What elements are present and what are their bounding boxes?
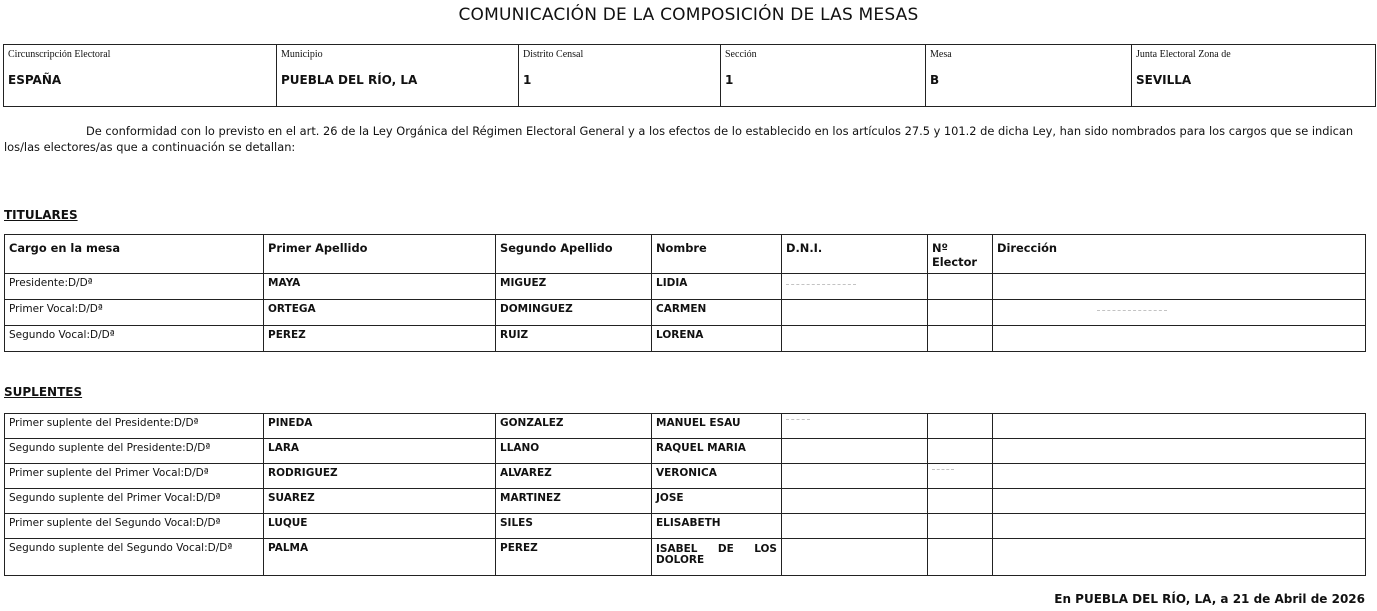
- elector-cell-redacted: [928, 414, 993, 439]
- segundo-apellido-cell: SILES: [496, 514, 652, 539]
- primer-apellido-cell: ORTEGA: [264, 300, 496, 326]
- cargo-cell: Primer suplente del Presidente:D/Dª: [5, 414, 264, 439]
- field-label: Junta Electoral Zona de: [1136, 49, 1231, 60]
- redaction-mark: [1097, 310, 1167, 311]
- cargo-cell: Segundo suplente del Segundo Vocal:D/Dª: [5, 539, 264, 576]
- redaction-mark: [932, 469, 954, 470]
- table-row: [5, 274, 1366, 300]
- dni-cell-redacted: [782, 439, 928, 464]
- col-header-nombre: Nombre: [652, 235, 782, 274]
- elector-cell-redacted: [928, 326, 993, 352]
- cargo-cell: Primer suplente del Segundo Vocal:D/Dª: [5, 514, 264, 539]
- field-label: Distrito Censal: [523, 49, 584, 60]
- direccion-cell-redacted: [993, 439, 1366, 464]
- header-field-distrito: [519, 45, 721, 107]
- dni-cell-redacted: [782, 274, 928, 300]
- elector-cell-redacted: [928, 514, 993, 539]
- cargo-cell: Segundo Vocal:D/Dª: [5, 326, 264, 352]
- field-label: Mesa: [930, 49, 952, 60]
- elector-cell-redacted: [928, 489, 993, 514]
- col-header-elector: Nº Elector: [928, 235, 993, 274]
- field-label: Circunscripción Electoral: [8, 49, 111, 60]
- segundo-apellido-cell: DOMINGUEZ: [496, 300, 652, 326]
- primer-apellido-cell: PALMA: [264, 539, 496, 576]
- table-row: [5, 326, 1366, 352]
- dni-cell-redacted: [782, 489, 928, 514]
- direccion-cell-redacted: [993, 514, 1366, 539]
- segundo-apellido-cell: MARTINEZ: [496, 489, 652, 514]
- segundo-apellido-cell: GONZALEZ: [496, 414, 652, 439]
- header-field-circunscripcion: [4, 45, 277, 107]
- dni-cell-redacted: [782, 300, 928, 326]
- elector-cell-redacted: [928, 274, 993, 300]
- header-field-junta: [1132, 45, 1376, 107]
- cargo-cell: Segundo suplente del Presidente:D/Dª: [5, 439, 264, 464]
- field-value: SEVILLA: [1136, 73, 1192, 87]
- table-row: [5, 489, 1366, 514]
- cargo-cell: Segundo suplente del Primer Vocal:D/Dª: [5, 489, 264, 514]
- segundo-apellido-cell: LLANO: [496, 439, 652, 464]
- elector-cell-redacted: [928, 300, 993, 326]
- nombre-cell: LORENA: [652, 326, 782, 352]
- header-field-mesa: [926, 45, 1132, 107]
- cargo-cell: Presidente:D/Dª: [5, 274, 264, 300]
- dni-cell-redacted: [782, 326, 928, 352]
- header-info-table: [3, 44, 1376, 107]
- nombre-cell: VERONICA: [652, 464, 782, 489]
- header-field-municipio: [277, 45, 519, 107]
- nombre-cell: ELISABETH: [652, 514, 782, 539]
- col-header-cargo: Cargo en la mesa: [5, 235, 264, 274]
- primer-apellido-cell: PINEDA: [264, 414, 496, 439]
- primer-apellido-cell: PEREZ: [264, 326, 496, 352]
- cargo-cell: Primer suplente del Primer Vocal:D/Dª: [5, 464, 264, 489]
- table-header-row: [5, 235, 1366, 274]
- redaction-mark: [786, 284, 856, 285]
- direccion-cell-redacted: [993, 464, 1366, 489]
- field-value: B: [930, 73, 940, 87]
- primer-apellido-cell: LARA: [264, 439, 496, 464]
- suplentes-heading: SUPLENTES: [4, 385, 83, 399]
- nombre-cell: LIDIA: [652, 274, 782, 300]
- suplentes-table: [4, 413, 1366, 576]
- place-date-footer: En PUEBLA DEL RÍO, LA, a 21 de Abril de 2026: [1054, 592, 1365, 606]
- table-row: [5, 514, 1366, 539]
- nombre-cell: RAQUEL MARIA: [652, 439, 782, 464]
- direccion-cell-redacted: [993, 489, 1366, 514]
- field-value: 1: [725, 73, 734, 87]
- segundo-apellido-cell: PEREZ: [496, 539, 652, 576]
- elector-cell-redacted: [928, 539, 993, 576]
- direccion-cell-redacted: [993, 539, 1366, 576]
- nombre-cell: CARMEN: [652, 300, 782, 326]
- header-field-seccion: [721, 45, 926, 107]
- segundo-apellido-cell: RUIZ: [496, 326, 652, 352]
- field-label: Municipio: [281, 49, 323, 60]
- legal-paragraph: De conformidad con lo previsto en el art. 26 de la Ley Orgánica del Régimen Electoral General y a los efectos de lo establecido en los artículos 27.5 y 101.2 de dicha Ley, han sido nombrados para los cargos que se indican los/las electores/as que a continuación se detallan:: [4, 124, 1354, 154]
- table-row: [5, 464, 1366, 489]
- titulares-heading: TITULARES: [4, 208, 78, 222]
- document-title: COMUNICACIÓN DE LA COMPOSICIÓN DE LAS MESAS: [458, 5, 919, 25]
- direccion-cell-redacted: [993, 326, 1366, 352]
- nombre-cell: MANUEL ESAU: [652, 414, 782, 439]
- table-row: [5, 439, 1366, 464]
- dni-cell-redacted: [782, 464, 928, 489]
- field-value: ESPAÑA: [8, 73, 62, 87]
- direccion-cell-redacted: [993, 414, 1366, 439]
- cargo-cell: Primer Vocal:D/Dª: [5, 300, 264, 326]
- direccion-cell-redacted: [993, 274, 1366, 300]
- col-header-primer-apellido: Primer Apellido: [264, 235, 496, 274]
- nombre-cell: JOSE: [652, 489, 782, 514]
- field-label: Sección: [725, 49, 757, 60]
- table-row: [5, 539, 1366, 576]
- primer-apellido-cell: MAYA: [264, 274, 496, 300]
- primer-apellido-cell: RODRIGUEZ: [264, 464, 496, 489]
- dni-cell-redacted: [782, 539, 928, 576]
- field-value: 1: [523, 73, 532, 87]
- segundo-apellido-cell: MIGUEZ: [496, 274, 652, 300]
- segundo-apellido-cell: ALVAREZ: [496, 464, 652, 489]
- col-header-dni: D.N.I.: [782, 235, 928, 274]
- col-header-direccion: Dirección: [993, 235, 1366, 274]
- primer-apellido-cell: SUAREZ: [264, 489, 496, 514]
- table-row: [5, 300, 1366, 326]
- dni-cell-redacted: [782, 514, 928, 539]
- primer-apellido-cell: LUQUE: [264, 514, 496, 539]
- redaction-mark: [786, 419, 810, 420]
- dni-cell-redacted: [782, 414, 928, 439]
- table-row: [5, 414, 1366, 439]
- field-value: PUEBLA DEL RÍO, LA: [281, 73, 418, 87]
- direccion-cell-redacted: [993, 300, 1366, 326]
- col-header-segundo-apellido: Segundo Apellido: [496, 235, 652, 274]
- titulares-table: [4, 234, 1366, 352]
- elector-cell-redacted: [928, 464, 993, 489]
- nombre-cell: ISABEL DE LOS DOLORE: [652, 539, 782, 576]
- elector-cell-redacted: [928, 439, 993, 464]
